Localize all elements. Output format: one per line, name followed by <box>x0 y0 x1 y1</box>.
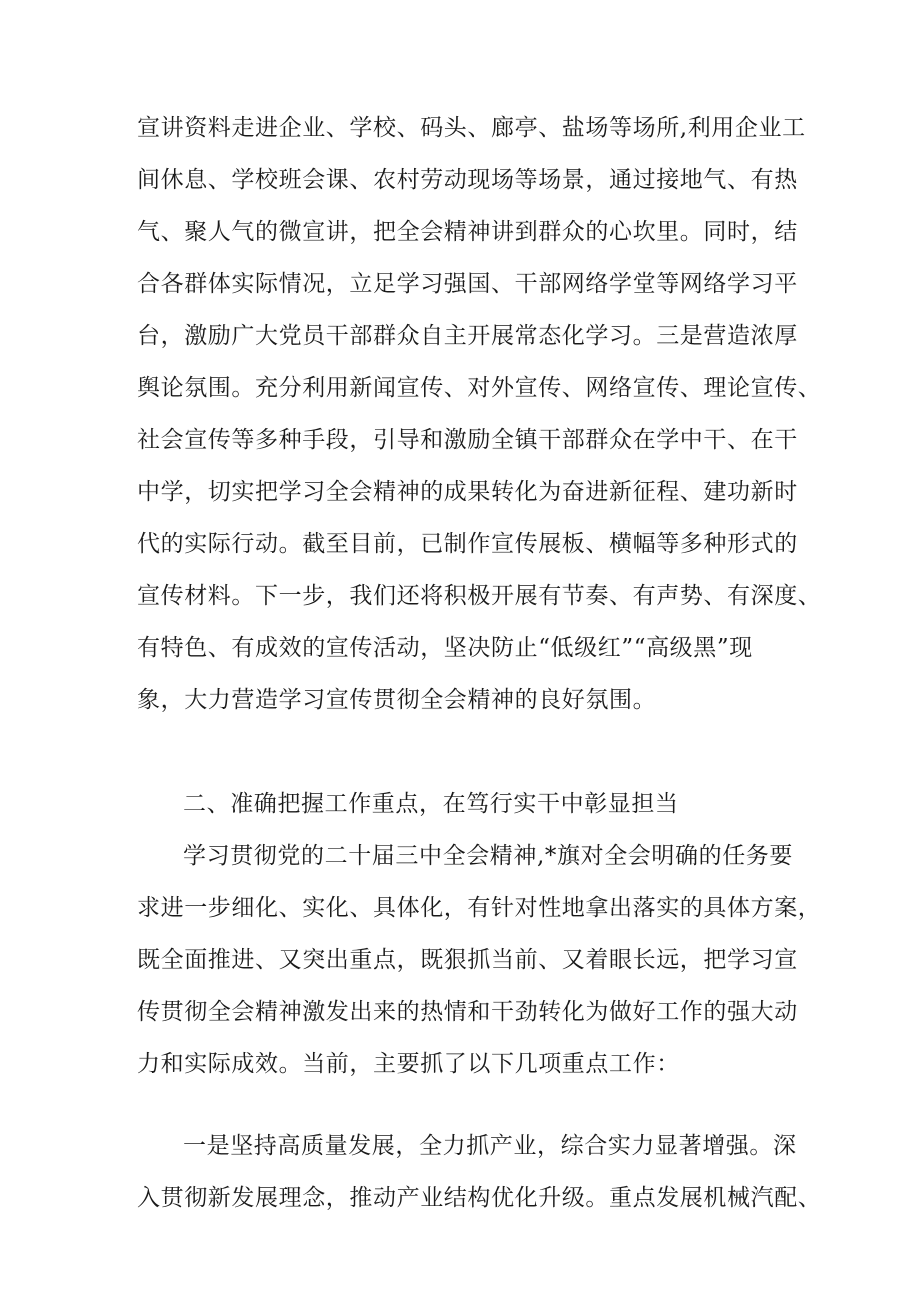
section-heading: 二、准确把握工作重点，在笃行实干中彰显担当 <box>183 791 679 817</box>
paragraph-line: 求进一步细化、实化、具体化，有针对性地拿出落实的具体方案， <box>137 895 822 921</box>
paragraph-line: 台，激励广大党员干部群众自主开展常态化学习。三是营造浓厚 <box>137 323 798 349</box>
paragraph-line: 中学，切实把学习全会精神的成果转化为奋进新征程、建功新时 <box>137 479 798 505</box>
paragraph-line: 宣传材料。下一步，我们还将积极开展有节奏、有声势、有深度、 <box>137 583 822 609</box>
paragraph-line: 学习贯彻党的二十届三中全会精神,*旗对全会明确的任务要 <box>183 843 794 869</box>
paragraph-line: 有特色、有成效的宣传活动，坚决防止“低级红”“高级黑”现 <box>137 635 753 661</box>
paragraph-line: 既全面推进、又突出重点，既狠抓当前、又着眼长远，把学习宣 <box>137 947 798 973</box>
paragraph-line: 舆论氛围。充分利用新闻宣传、对外宣传、网络宣传、理论宣传、 <box>137 375 822 401</box>
paragraph-line: 宣讲资料走进企业、学校、码头、廊亭、盐场等场所,利用企业工 <box>137 115 806 141</box>
paragraph-line: 社会宣传等多种手段，引导和激励全镇干部群众在学中干、在干 <box>137 427 798 453</box>
paragraph-line: 代的实际行动。截至目前，已制作宣传展板、横幅等多种形式的 <box>137 531 798 557</box>
paragraph-line: 间休息、学校班会课、农村劳动现场等场景，通过接地气、有热 <box>137 167 798 193</box>
paragraph-line: 力和实际成效。当前，主要抓了以下几项重点工作： <box>137 1051 680 1077</box>
paragraph-line: 象，大力营造学习宣传贯彻全会精神的良好氛围。 <box>137 687 657 713</box>
paragraph-line: 一是坚持高质量发展，全力抓产业，综合实力显著增强。深 <box>183 1133 797 1159</box>
paragraph-line: 入贯彻新发展理念，推动产业结构优化升级。重点发展机械汽配、 <box>137 1185 822 1211</box>
paragraph-line: 气、聚人气的微宣讲，把全会精神讲到群众的心坎里。同时，结 <box>137 219 798 245</box>
paragraph-line: 传贯彻全会精神激发出来的热情和干劲转化为做好工作的强大动 <box>137 999 798 1025</box>
paragraph-line: 合各群体实际情况，立足学习强国、干部网络学堂等网络学习平 <box>137 271 798 297</box>
